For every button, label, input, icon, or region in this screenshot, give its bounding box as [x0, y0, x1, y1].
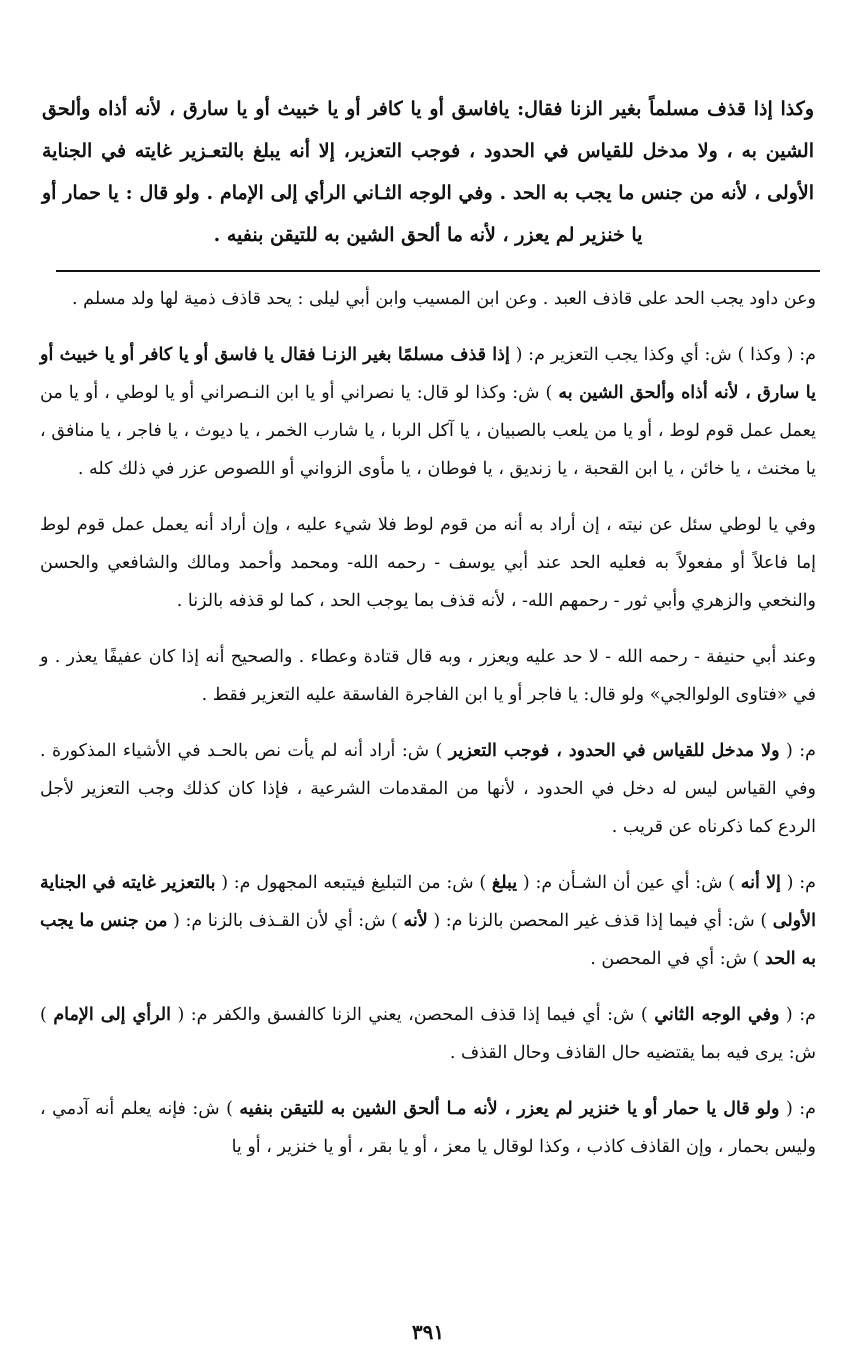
- matn-quote: ولو قال يا حمار أو يا خنزير لم يعزر ، لأنه مـا ألحق الشين به للتيقن بنفيه: [239, 1099, 780, 1119]
- text-run: م: (: [786, 741, 816, 761]
- matn-quote: بالتعزير غايته في الجناية الأولى: [40, 873, 816, 931]
- matn-quote: إذا قذف مسلمًا بغير الزنـا فقال يا فاسق أو يا كافر أو يا خبيث أو يا سارق ، لأنه أذاه وألحق الشين به: [40, 345, 816, 403]
- text-run: ) ش: أراد أنه لم يأت نص بالحـد في الأشياء المذكورة . وفي القياس ليس له دخل في الحدود ، لأنها من المقدمات الشرعية ، فإذا كان كذلك وجب التعزير لأجل الردع كما ذكرناه عن قريب .: [40, 741, 816, 837]
- commentary-paragraph: [40, 1090, 816, 1166]
- text-run: وعند أبي حنيفة - رحمه الله - لا حد عليه ويعزر ، وبه قال قتادة وعطاء . والصحيح أنه إذا كان عفيفًا يعذر . و في «فتاوى الولوالجي» ولو قال: يا فاجر أو يا ابن الفاجرة الفاسقة عليه التعزير فقط .: [40, 647, 816, 705]
- matn-quote: إلا أنه: [740, 873, 781, 893]
- text-run: ) ش: يرى فيه بما يقتضيه حال القاذف وحال القذف .: [40, 1005, 816, 1063]
- page-number: ٣٩١: [411, 1320, 445, 1344]
- text-run: ) ش: أي عين أن الشـأن م: (: [522, 873, 735, 893]
- matn-quote: وفي الوجه الثاني: [654, 1005, 780, 1025]
- text-run: م: (: [785, 1005, 816, 1025]
- text-run: وفي يا لوطي سئل عن نيته ، إن أراد به أنه من قوم لوط فلا شيء عليه ، وإن أراد أنه يعمل عمل قوم لوط إما فاعلاً أو مفعولاً به فعليه الحد عند أبي يوسف - رحمه الله- ومحمد وأحمد ومالك والشافعي والحسن والنخعي والزهري وأبي ثور - رحمهم الله- ، لأنه قذف بما يوجب الحد ، كما لو قذفه بالزنا .: [40, 515, 816, 611]
- commentary-paragraph: [40, 732, 816, 846]
- text-run: ) ش: أي في المحصن .: [590, 949, 760, 969]
- commentary-paragraph: [40, 638, 816, 714]
- commentary-paragraph: [40, 506, 816, 620]
- text-run: ) ش: أي لأن القـذف بالزنا م: (: [173, 911, 398, 931]
- text-run: م: (: [786, 873, 816, 893]
- commentary-paragraph: [40, 996, 816, 1072]
- text-run: ) ش: وكذا لو قال: يا نصراني أو يا ابن النـصراني أو يا لوطي ، أو يا من يعمل عمل قوم لوط ، أو يا من يلعب بالصبيان ، يا آكل الربا ، يا شارب الخمر ، يا ديوث ، يا فاجر ، يا منافق ، يا مخنث ، يا خائن ، يا ابن القحبة ، يا زنديق ، يا فوطان ، يا مأوى الزواني أو اللصوص عزر في ذلك كله .: [40, 383, 816, 479]
- text-run: ) ش: أي فيما إذا قذف غير المحصن بالزنا م: (: [433, 911, 768, 931]
- document-page: [36, 88, 820, 1166]
- text-run: م: ( وكذا ) ش: أي وكذا يجب التعزير م: (: [515, 345, 816, 365]
- text-run: ) ش: من التبليغ فيتبعه المجهول م: (: [221, 873, 487, 893]
- text-run: م: (: [785, 1099, 816, 1119]
- text-run: ) ش: فإنه يعلم أنه آدمي ، وليس بحمار ، وإن القاذف كاذب ، وكذا لوقال يا معز ، أو يا بقر ، أو يا خنزير ، أو يا: [40, 1099, 816, 1157]
- footnote-intro: وعن داود يجب الحد على قاذف العبد . وعن ابن المسيب وابن أبي ليلى : يحد قاذف ذمية لها ولد مسلم .: [72, 289, 816, 309]
- main-text: وكذا إذا قذف مسلماً بغير الزنا فقال: يافاسق أو يا كافر أو يا خبيث أو يا سارق ، لأنه أذاه وألحق الشين به ، ولا مدخل للقياس في الحدود ، فوجب التعزير، إلا أنه يبلغ بالتعـزير غايته في الجناية الأولى ، لأنه من جنس ما يجب به الحد . وفي الوجه الثـاني الرأي إلى الإمام . ولو قال : يا حمار أو يا خنزير لم يعزر ، لأنه ما ألحق الشين به للتيقن بنفيه .: [42, 98, 814, 246]
- commentary-paragraph: [40, 336, 816, 488]
- matn-quote: من جنس ما يجب به الحد: [40, 911, 816, 969]
- footnote-separator: [56, 270, 820, 272]
- matn-quote: يبلغ: [491, 873, 518, 893]
- text-run: ) ش: أي فيما إذا قذف المحصن، يعني الزنا كالفسق والكفر م: (: [177, 1005, 648, 1025]
- matn-quote: الرأي إلى الإمام: [53, 1005, 171, 1025]
- matn-quote: لأنه: [403, 911, 428, 931]
- matn-quote: ولا مدخل للقياس في الحدود ، فوجب التعزير: [448, 741, 780, 761]
- commentary-paragraph: [40, 864, 816, 978]
